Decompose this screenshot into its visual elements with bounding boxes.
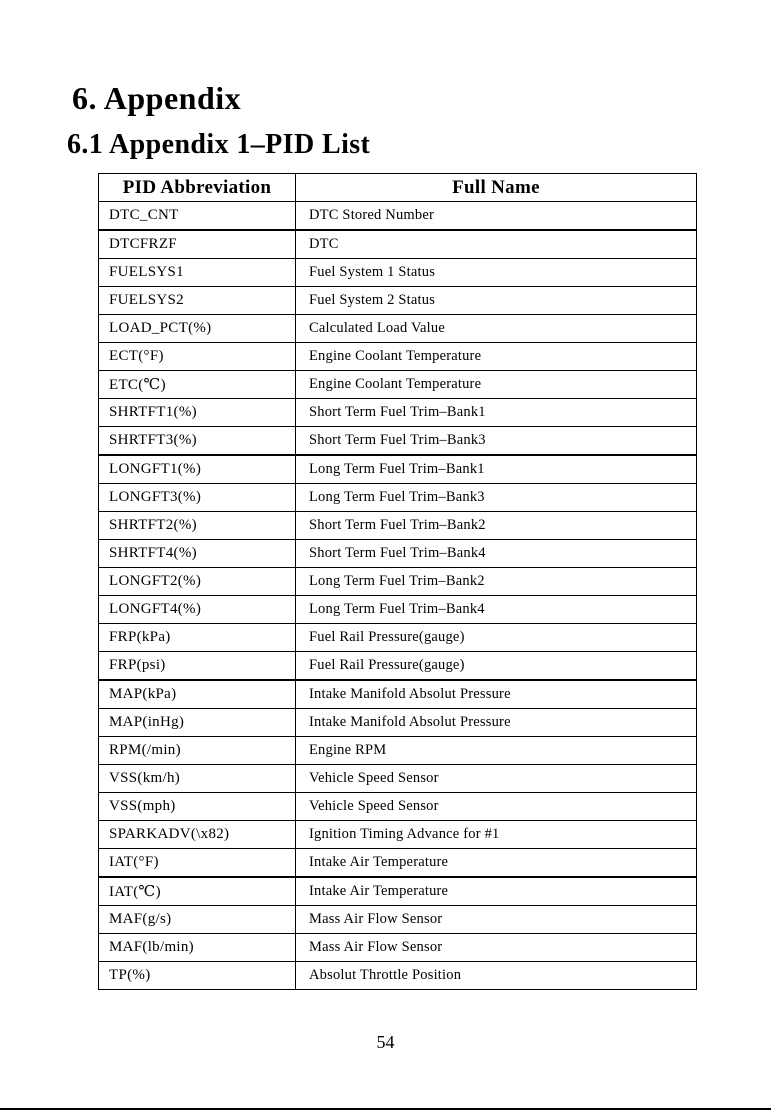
- pid-table: [98, 173, 697, 990]
- table-header-row: [99, 174, 697, 202]
- pid-full-name-cell: Fuel System 2 Status: [296, 287, 697, 315]
- pid-abbreviation-cell: FUELSYS1: [99, 259, 296, 287]
- header-full-name: Full Name: [296, 174, 697, 202]
- pid-full-name-cell: Engine Coolant Temperature: [296, 343, 697, 371]
- pid-abbreviation-cell: TP(%): [99, 962, 296, 990]
- pid-full-name-cell: Ignition Timing Advance for #1: [296, 821, 697, 849]
- pid-full-name-cell: Intake Manifold Absolut Pressure: [296, 709, 697, 737]
- pid-full-name-cell: Vehicle Speed Sensor: [296, 765, 697, 793]
- pid-full-name-cell: Short Term Fuel Trim–Bank4: [296, 540, 697, 568]
- pid-full-name-cell: Calculated Load Value: [296, 315, 697, 343]
- pid-abbreviation-cell: DTCFRZF: [99, 230, 296, 259]
- pid-full-name-cell: Mass Air Flow Sensor: [296, 906, 697, 934]
- pid-full-name-cell: DTC: [296, 230, 697, 259]
- table-row: [99, 315, 697, 343]
- pid-full-name-cell: Engine RPM: [296, 737, 697, 765]
- pid-full-name-cell: Intake Air Temperature: [296, 849, 697, 878]
- table-row: [99, 962, 697, 990]
- pid-abbreviation-cell: VSS(km/h): [99, 765, 296, 793]
- pid-abbreviation-cell: SHRTFT2(%): [99, 512, 296, 540]
- bottom-rule: [0, 1108, 771, 1110]
- pid-abbreviation-cell: MAP(kPa): [99, 680, 296, 709]
- pid-full-name-cell: Engine Coolant Temperature: [296, 371, 697, 399]
- pid-abbreviation-cell: VSS(mph): [99, 793, 296, 821]
- table-row: [99, 765, 697, 793]
- pid-abbreviation-cell: LOAD_PCT(%): [99, 315, 296, 343]
- table-row: [99, 877, 697, 906]
- pid-full-name-cell: Long Term Fuel Trim–Bank1: [296, 455, 697, 484]
- table-row: [99, 596, 697, 624]
- page-number: 54: [376, 1032, 395, 1052]
- pid-full-name-cell: Intake Manifold Absolut Pressure: [296, 680, 697, 709]
- table-row: [99, 793, 697, 821]
- pid-list-subheading: 6.1 Appendix 1–PID List: [67, 129, 371, 160]
- table-row: [99, 512, 697, 540]
- pid-abbreviation-cell: FRP(psi): [99, 652, 296, 681]
- pid-full-name-cell: Short Term Fuel Trim–Bank2: [296, 512, 697, 540]
- pid-abbreviation-cell: RPM(/min): [99, 737, 296, 765]
- pid-abbreviation-cell: SHRTFT3(%): [99, 427, 296, 456]
- table-row: [99, 540, 697, 568]
- pid-abbreviation-cell: ECT(°F): [99, 343, 296, 371]
- pid-abbreviation-cell: DTC_CNT: [99, 202, 296, 231]
- table-row: [99, 427, 697, 456]
- pid-abbreviation-cell: FUELSYS2: [99, 287, 296, 315]
- pid-abbreviation-cell: SHRTFT1(%): [99, 399, 296, 427]
- pid-abbreviation-cell: MAF(g/s): [99, 906, 296, 934]
- table-row: [99, 568, 697, 596]
- pid-abbreviation-cell: MAP(inHg): [99, 709, 296, 737]
- table-row: [99, 709, 697, 737]
- table-row: [99, 343, 697, 371]
- pid-full-name-cell: Short Term Fuel Trim–Bank1: [296, 399, 697, 427]
- table-row: [99, 680, 697, 709]
- table-row: [99, 371, 697, 399]
- table-row: [99, 906, 697, 934]
- pid-abbreviation-cell: SPARKADV(\x82): [99, 821, 296, 849]
- pid-full-name-cell: Fuel System 1 Status: [296, 259, 697, 287]
- pid-abbreviation-cell: IAT(°F): [99, 849, 296, 878]
- pid-abbreviation-cell: LONGFT1(%): [99, 455, 296, 484]
- pid-full-name-cell: Mass Air Flow Sensor: [296, 934, 697, 962]
- pid-abbreviation-cell: IAT(℃): [99, 877, 296, 906]
- pid-full-name-cell: Absolut Throttle Position: [296, 962, 697, 990]
- pid-full-name-cell: Long Term Fuel Trim–Bank3: [296, 484, 697, 512]
- table-row: [99, 399, 697, 427]
- pid-abbreviation-cell: MAF(lb/min): [99, 934, 296, 962]
- table-row: [99, 455, 697, 484]
- pid-abbreviation-cell: FRP(kPa): [99, 624, 296, 652]
- table-row: [99, 484, 697, 512]
- table-row: [99, 287, 697, 315]
- table-row: [99, 259, 697, 287]
- table-row: [99, 737, 697, 765]
- pid-full-name-cell: DTC Stored Number: [296, 202, 697, 231]
- pid-full-name-cell: Intake Air Temperature: [296, 877, 697, 906]
- pid-abbreviation-cell: ETC(℃): [99, 371, 296, 399]
- table-row: [99, 821, 697, 849]
- table-row: [99, 230, 697, 259]
- appendix-heading: 6. Appendix: [72, 80, 242, 116]
- pid-abbreviation-cell: LONGFT3(%): [99, 484, 296, 512]
- table-row: [99, 624, 697, 652]
- pid-full-name-cell: Fuel Rail Pressure(gauge): [296, 652, 697, 681]
- pid-abbreviation-cell: LONGFT4(%): [99, 596, 296, 624]
- pid-full-name-cell: Long Term Fuel Trim–Bank2: [296, 568, 697, 596]
- pid-full-name-cell: Vehicle Speed Sensor: [296, 793, 697, 821]
- header-pid-abbreviation: PID Abbreviation: [99, 174, 296, 202]
- table-row: [99, 849, 697, 878]
- table-row: [99, 202, 697, 231]
- pid-full-name-cell: Fuel Rail Pressure(gauge): [296, 624, 697, 652]
- pid-abbreviation-cell: SHRTFT4(%): [99, 540, 296, 568]
- pid-full-name-cell: Long Term Fuel Trim–Bank4: [296, 596, 697, 624]
- table-row: [99, 652, 697, 681]
- pid-full-name-cell: Short Term Fuel Trim–Bank3: [296, 427, 697, 456]
- pid-abbreviation-cell: LONGFT2(%): [99, 568, 296, 596]
- pid-table-body: [99, 202, 697, 990]
- table-row: [99, 934, 697, 962]
